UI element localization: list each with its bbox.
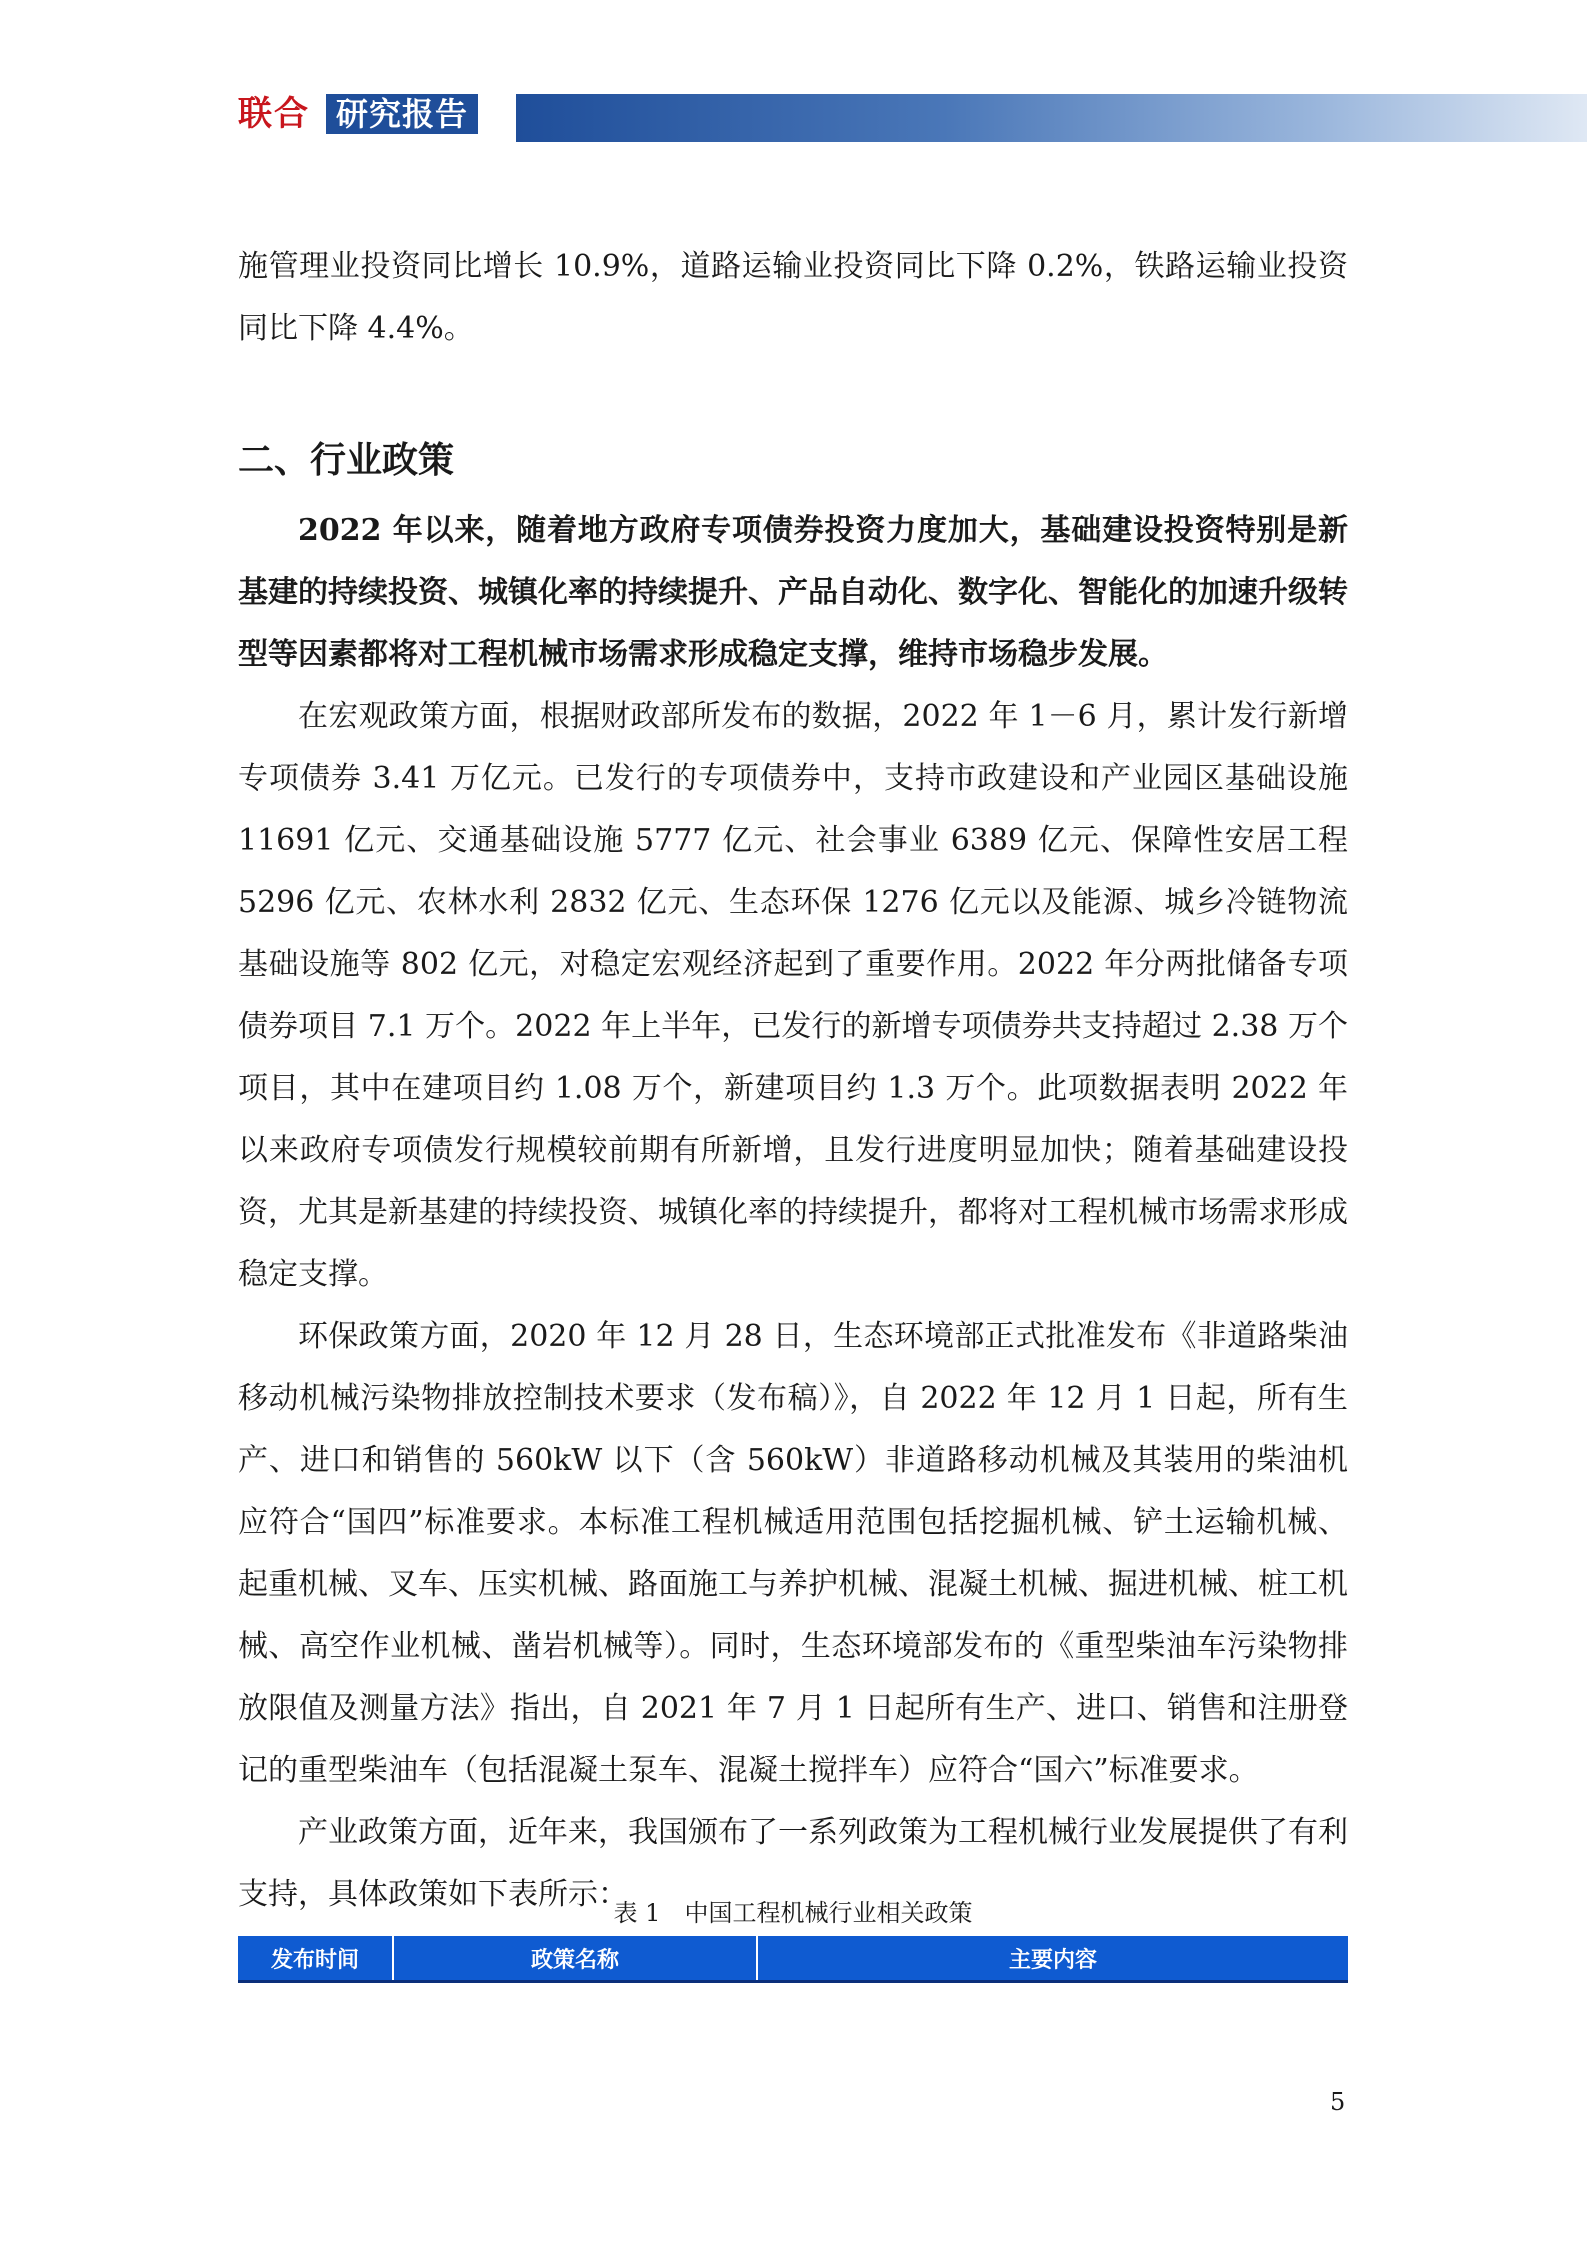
paragraph-text: 施管理业投资同比增长 10.9%，道路运输业投资同比下降 0.2%，铁路运输业投资同比下降 4.4%。: [238, 249, 1348, 346]
brand-label: 研究报告: [326, 94, 478, 134]
environment-policy-paragraph: 环保政策方面，2020 年 12 月 28 日，生态环境部正式批准发布《非道路柴油移动机械污染物排放控制技术要求（发布稿）》，自 2022 年 12 月 1 日起，所有生产、进口和销售的 560kW 以下（含 560kW）非道路移动机械及其装用的柴油机应符合“国四”标准要求。本标准工程机械适用范围包括挖掘机械、铲土运输机械、起重机械、叉车、压实机械、路面施工与养护机械、混凝土机械、掘进机械、桩工机械、高空作业机械、凿岩机械等）。同时，生态环境部发布的《重型柴油车污染物排放限值及测量方法》指出，自 2021 年 7 月 1 日起所有生产、进口、销售和注册登记的重型柴油车（包括混凝土泵车、混凝土搅拌车）应符合“国六”标准要求。: [238, 1319, 1348, 1788]
header-date: 发布时间: [238, 1936, 393, 1982]
section-title: 二、行业政策: [238, 440, 455, 481]
section-heading: [238, 436, 1348, 486]
body-section: [238, 500, 1348, 1926]
paragraph-continued: [238, 236, 1348, 360]
summary-paragraph: 2022 年以来，随着地方政府专项债券投资力度加大，基础建设投资特别是新基建的持续投资、城镇化率的持续提升、产品自动化、数字化、智能化的加速升级转型等因素都将对工程机械市场需求形成稳定支撑，维持市场稳步发展。: [238, 513, 1348, 672]
page-number: 5: [1330, 2088, 1346, 2116]
table-caption: 表 1 中国工程机械行业相关政策: [613, 1899, 973, 1927]
macro-policy-paragraph: 在宏观政策方面，根据财政部所发布的数据，2022 年 1－6 月，累计发行新增专项债券 3.41 万亿元。已发行的专项债券中，支持市政建设和产业园区基础设施 11691 亿元、交通基础设施 5777 亿元、社会事业 6389 亿元、保障性安居工程 5296 亿元、农林水利 2832 亿元、生态环保 1276 亿元以及能源、城乡冷链物流基础设施等 802 亿元，对稳定宏观经济起到了重要作用。2022 年分两批储备专项债券项目 7.1 万个。2022 年上半年，已发行的新增专项债券共支持超过 2.38 万个项目，其中在建项目约 1.08 万个，新建项目约 1.3 万个。此项数据表明 2022 年以来政府专项债发行规模较前期有所新增，且发行进度明显加快；随着基础建设投资，尤其是新基建的持续投资、城镇化率的持续提升，都将对工程机械市场需求形成稳定支撑。: [238, 699, 1348, 1292]
header-main-content: 主要内容: [757, 1936, 1348, 1982]
header-gradient-bar: [516, 94, 1587, 142]
policy-table: [238, 1936, 1348, 1983]
industry-policy-paragraph: 产业政策方面，近年来，我国颁布了一系列政策为工程机械行业发展提供了有利支持，具体政策如下表所示：: [238, 1815, 1348, 1912]
report-header: [238, 90, 1587, 140]
brand-name: 联合: [238, 94, 310, 134]
header-policy-name: 政策名称: [393, 1936, 757, 1982]
table-header-row: [238, 1936, 1348, 1982]
